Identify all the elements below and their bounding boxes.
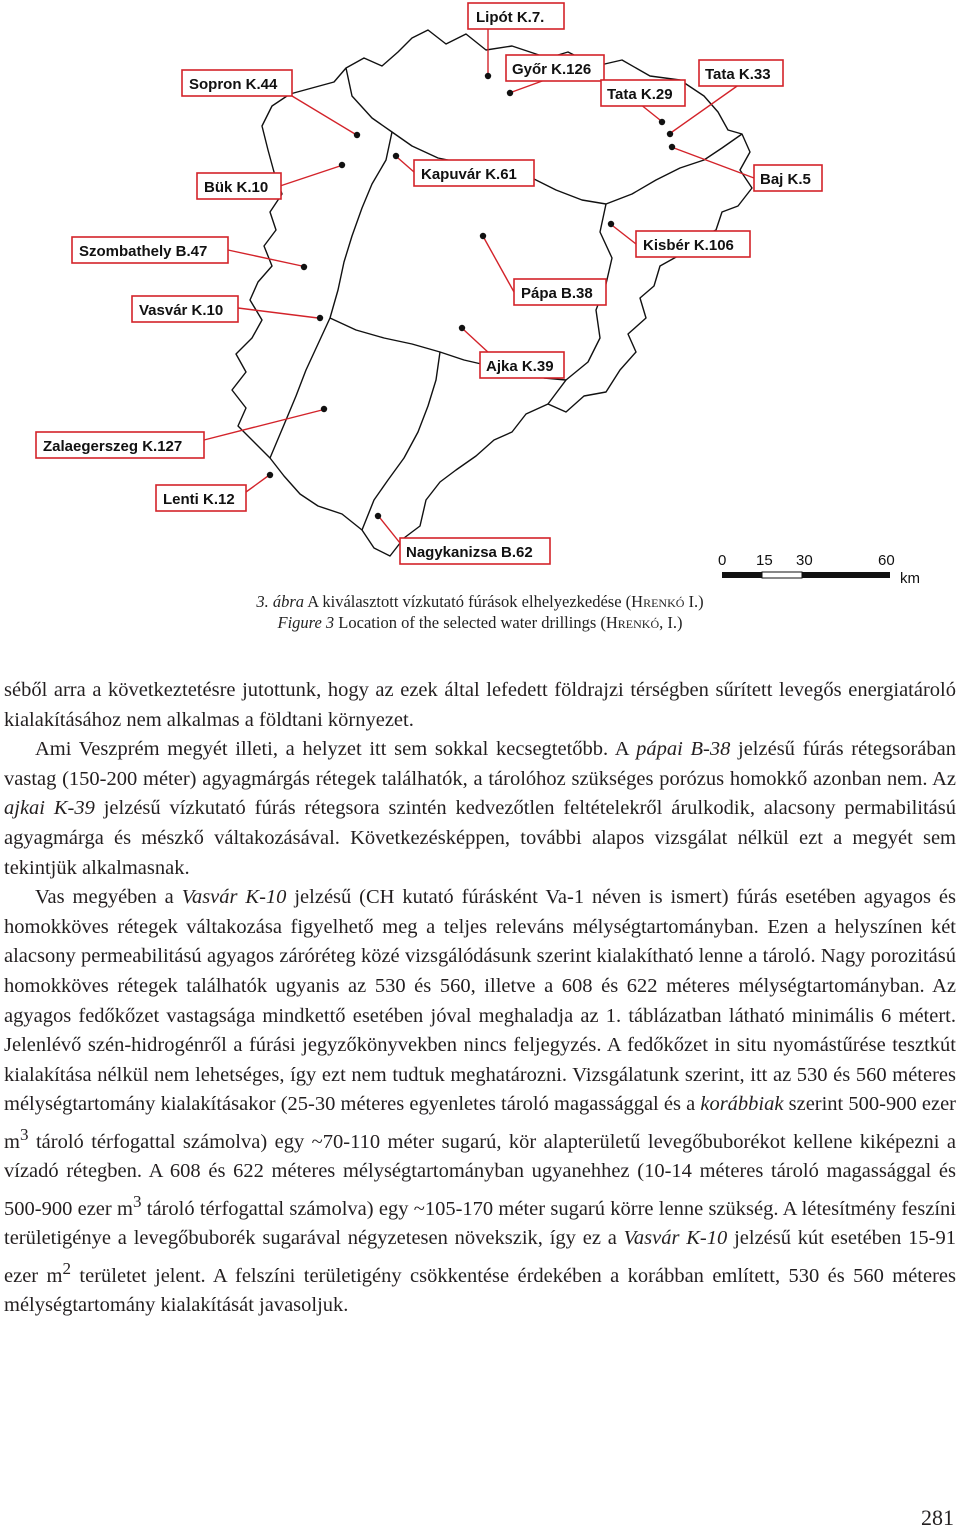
p2-italic-ajkai: ajkai K-39 (4, 797, 95, 820)
figure-caption-en (0, 613, 960, 633)
label-text-lipot: Lipót K.7. (476, 9, 545, 26)
label-sopron (182, 70, 292, 96)
p2-italic-papai: pápai B-38 (636, 738, 731, 761)
p3-text-5: tároló térfogattal számolva) egy ~105-170 méter sugarú körre lenne szükség. A létesítmény feszíni területigénye a levegőbuborék sugarával négyzetesen növekszik, így ez a (4, 1197, 956, 1250)
p3-text-6: jelzésű kút esetében 15-91 ezer m (4, 1227, 956, 1287)
paragraph-3 (4, 883, 956, 1321)
label-text-szombathely: Szombathely B.47 (79, 243, 208, 260)
caption-en-prefix: Figure 3 (277, 613, 335, 632)
caption-hu-author: Hrenkó (631, 592, 685, 611)
borehole-point-lenti (267, 472, 273, 478)
p2-text-3: jelzésű vízkutató fúrás rétegsora szintén kedvezőtlen feltételekről árulkodik, alacsony permabilitású agyagmárga és mészkő váltakozásával. Következésképpen, további alapos vizsgálat nélkül ezt a megyét sem tekintjük alkalmasnak. (4, 797, 956, 879)
label-kisber (636, 231, 750, 257)
outer-boundary (232, 30, 752, 556)
label-text-baj: Baj K.5 (760, 171, 811, 188)
scale-segment-1 (722, 572, 762, 578)
p3-text-2: jelzésű (CH kutató fúrásként Va-1 néven is ismert) fúrás esetében agyagos és homokköves rétegek váltakozása figyelhető meg a teljes releváns mélységtartományban. Ezen a helyszínen két alacsony permeabilitású agyagos záróréteg közé vizsgálódásunk szerint kialakítható lenne a tároló. Nagy porozitású homokköves rétegek találhatók ugyanis az 530 és 560, illetve a 608 és 622 méteres mélységtartományban. Az agyagos fedőkőzet vastagsága mindkettő esetében jóval meghaladja az 1. táblázatban látható minimális 6 métert. Jelenlévő szén-hidrogénről a fúrási jegyzőkönyvekben nincs feljegyzés. A fedőkőzet in situ nyomástűrése tesztkút kialakítása nélkül nem lehetséges, így ezt nem tudtuk meghatározni. Vizsgálatunk szerint, itt az 530 és 560 méteres mélységtartomány kialakításakor (25-30 méteres egyenletes tároló magassággal és a (4, 886, 957, 1116)
label-buk (197, 173, 281, 199)
borehole-point-gyor (507, 90, 513, 96)
scale-tick-60: 60 (878, 552, 895, 569)
borehole-point-zalaegerszeg (321, 406, 327, 412)
borehole-points (267, 73, 675, 519)
scale-bar (718, 552, 920, 587)
p3-text-3: szerint 500-900 ezer m (4, 1093, 956, 1153)
label-vasvar (132, 296, 238, 322)
label-lenti (156, 485, 246, 511)
label-ajka (480, 352, 564, 378)
label-baj (754, 165, 822, 191)
borehole-point-baj (669, 144, 675, 150)
p2-text-1: Ami Veszprém megyét illeti, a helyzet itt sem sokkal kecsegtetőbb. A (35, 738, 637, 761)
borehole-location-map (0, 0, 960, 640)
borehole-point-vasvar (317, 315, 323, 321)
p3-sup-3: 2 (62, 1258, 72, 1278)
scale-segment-3 (802, 572, 890, 578)
borehole-labels (36, 3, 822, 564)
label-tata29 (601, 80, 685, 106)
caption-en-suffix: , I.) (659, 613, 683, 632)
p3-sup-1: 3 (19, 1124, 29, 1144)
label-text-sopron: Sopron K.44 (189, 76, 278, 93)
borehole-point-papa (480, 233, 486, 239)
p3-italic-korabbiak: korábbiak (700, 1093, 784, 1116)
county-border-inner (362, 352, 440, 530)
label-text-gyor: Győr K.126 (512, 61, 592, 78)
label-text-tata33: Tata K.33 (705, 66, 771, 83)
borehole-point-kapuvar (393, 153, 399, 159)
label-text-ajka: Ajka K.39 (486, 358, 554, 375)
label-text-kapuvar: Kapuvár K.61 (421, 166, 517, 183)
scale-segment-2 (762, 572, 802, 578)
caption-hu-suffix: I.) (684, 592, 704, 611)
label-nagykanizsa (400, 538, 550, 564)
caption-hu-prefix: 3. ábra (256, 592, 305, 611)
p3-italic-vasvar-2: Vasvár K-10 (623, 1227, 728, 1250)
label-text-vasvar: Vasvár K.10 (139, 302, 224, 319)
label-papa (514, 279, 606, 305)
page-number: 281 (921, 1505, 954, 1530)
county-border-west (270, 132, 392, 458)
paragraph-1 (4, 676, 956, 735)
borehole-point-nagykanizsa (375, 513, 381, 519)
label-tata33 (699, 60, 783, 86)
paragraph-2 (4, 735, 956, 883)
p3-text-7: területet jelent. A felszíni területigény csökkentése érdekében a korábban említett, 530 és 560 méteres mélységtartomány kialakítását javasoljuk. (4, 1264, 956, 1317)
borehole-point-kisber (608, 221, 614, 227)
body-text (4, 676, 956, 1321)
label-gyor (506, 55, 604, 81)
scale-tick-15: 15 (756, 552, 773, 569)
p3-italic-vasvar-1: Vasvár K-10 (181, 886, 287, 909)
borehole-point-szombathely (301, 264, 307, 270)
label-kapuvar (414, 160, 534, 186)
borehole-point-tata33 (667, 131, 673, 137)
label-zalaegerszeg (36, 432, 204, 458)
borehole-point-buk (339, 162, 345, 168)
label-text-papa: Pápa B.38 (521, 285, 593, 302)
scale-tick-30: 30 (796, 552, 813, 569)
label-szombathely (72, 237, 228, 263)
p3-sup-2: 3 (132, 1191, 142, 1211)
label-text-buk: Bük K.10 (204, 179, 269, 196)
caption-en-author: Hrenkó (605, 613, 660, 632)
borehole-point-sopron (354, 132, 360, 138)
borehole-point-lipot (485, 73, 491, 79)
label-text-nagykanizsa: Nagykanizsa B.62 (406, 544, 533, 561)
p1-text: séből arra a következtetésre jutottunk, hogy az ezek által lefedett földrajzi térségben sűrített levegős energiatároló kialakításához nem alkalmas a földtani környezet. (4, 679, 956, 731)
label-text-kisber: Kisbér K.106 (643, 237, 734, 254)
caption-en-text: Location of the selected water drillings ( (334, 613, 606, 632)
region-outline (232, 30, 752, 556)
p3-text-4: tároló térfogattal számolva) egy ~70-110 méter sugarú, kör alapterületű levegőbuborékot kellene kiképezni a vízadó rétegben. A 608 és 622 méteres mélységtartományban ugyanehhez (10-14 méteres tároló magassággal és 500-900 ezer m (4, 1130, 956, 1220)
label-text-tata29: Tata K.29 (607, 86, 673, 103)
borehole-point-tata29 (659, 119, 665, 125)
p3-text-1: Vas megyében a (35, 886, 182, 909)
scale-tick-0: 0 (718, 552, 727, 569)
label-lipot (468, 3, 564, 29)
caption-hu-text: A kiválasztott vízkutató fúrások elhelyezkedése ( (304, 592, 632, 611)
p2-text-2: jelzésű fúrás rétegsorában vastag (150-200 méter) agyagmárgás rétegek találhatók, a tárolóhoz szükséges porózus homokkő azonban nem. Az (4, 738, 957, 790)
label-text-zalaegerszeg: Zalaegerszeg K.127 (43, 438, 183, 455)
figure-caption-hu (0, 592, 960, 612)
scale-unit: km (900, 570, 920, 587)
borehole-point-ajka (459, 325, 465, 331)
label-text-lenti: Lenti K.12 (163, 491, 235, 508)
